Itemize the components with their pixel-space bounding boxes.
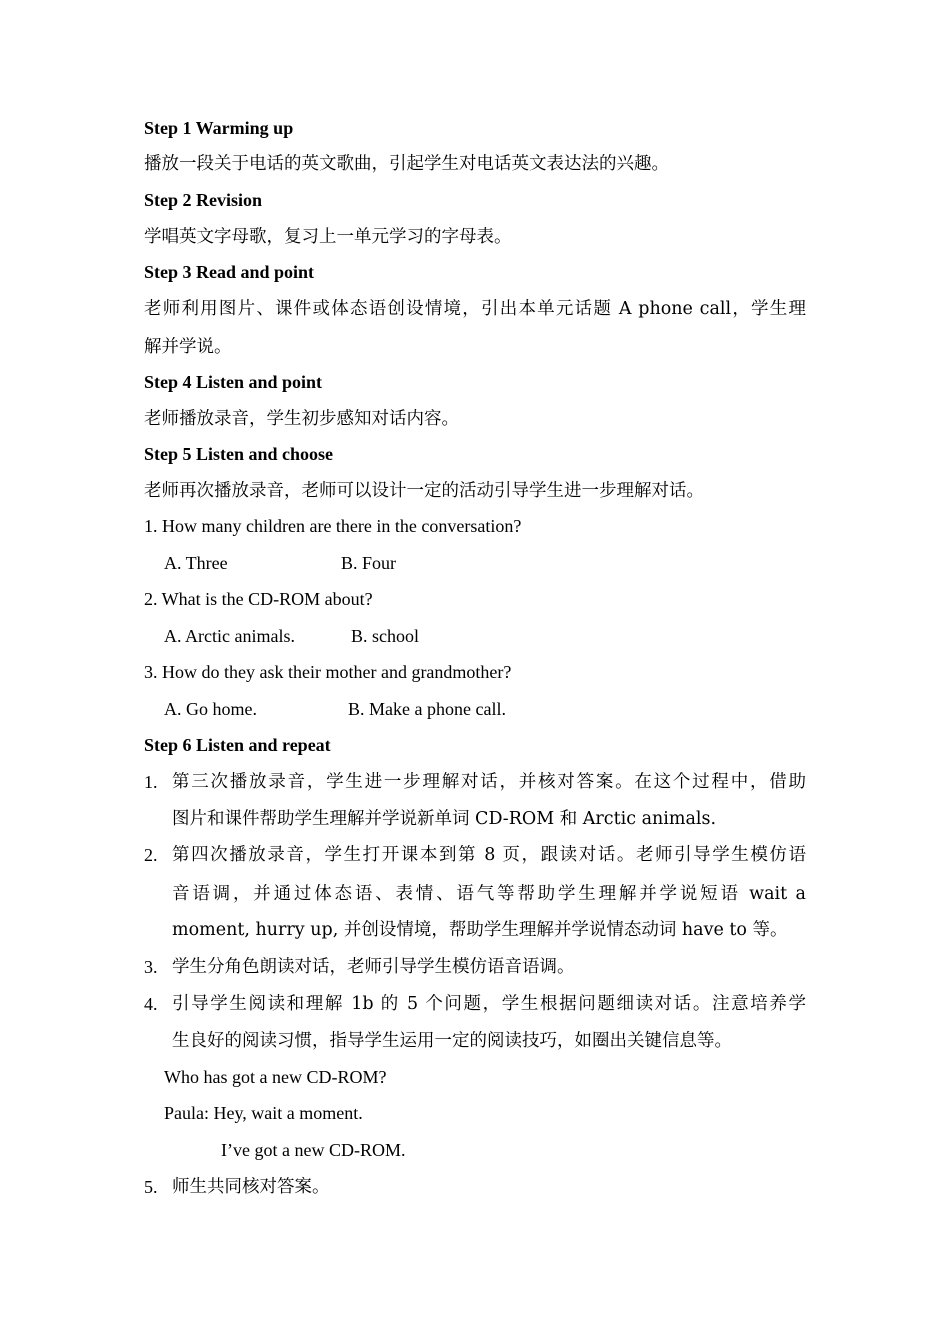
step6-item-5-number: 5.: [144, 1177, 158, 1197]
step6-item-2-line3: moment, hurry up, 并创设情境，帮助学生理解并学说情态动词 have to 等。: [172, 920, 788, 940]
step6-item-2-line1: 第四次播放录音，学生打开课本到第 8 页，跟读对话。老师引导学生模仿语: [172, 845, 806, 865]
step6-item-3-line1: 学生分角色朗读对话，老师引导学生模仿语音语调。: [172, 957, 575, 977]
question-1-option-a: A. Three: [164, 553, 228, 573]
step2-text: 学唱英文字母歌，复习上一单元学习的字母表。: [144, 227, 512, 247]
example-dialogue-line1: Paula: Hey, wait a moment.: [164, 1103, 363, 1123]
question-1: 1. How many children are there in the conversation?: [144, 516, 522, 536]
step4-heading: Step 4 Listen and point: [144, 372, 323, 392]
step6-item-4-line1: 引导学生阅读和理解 1b 的 5 个问题，学生根据问题细读对话。注意培养学: [172, 994, 806, 1014]
step1-heading: Step 1 Warming up: [144, 118, 294, 138]
question-1-option-b: B. Four: [341, 553, 397, 573]
step5-text: 老师再次播放录音，老师可以设计一定的活动引导学生进一步理解对话。: [144, 481, 704, 501]
example-question: Who has got a new CD-ROM?: [164, 1067, 387, 1087]
step6-item-4-number: 4.: [144, 994, 158, 1014]
step3-heading: Step 3 Read and point: [144, 262, 315, 282]
step6-item-4-line2: 生良好的阅读习惯，指导学生运用一定的阅读技巧，如圈出关键信息等。: [172, 1031, 732, 1051]
example-dialogue-line2: I’ve got a new CD-ROM.: [221, 1140, 406, 1160]
step6-item-3-number: 3.: [144, 957, 158, 977]
step4-text: 老师播放录音，学生初步感知对话内容。: [144, 409, 459, 429]
question-2: 2. What is the CD-ROM about?: [144, 589, 373, 609]
step6-item-1-line2: 图片和课件帮助学生理解并学说新单词 CD-ROM 和 Arctic animals.: [172, 809, 717, 829]
step6-item-5-line1: 师生共同核对答案。: [172, 1177, 330, 1197]
step5-heading: Step 5 Listen and choose: [144, 444, 334, 464]
step3-text-line2: 解并学说。: [144, 337, 232, 357]
step2-heading: Step 2 Revision: [144, 190, 263, 210]
step6-item-1-number: 1.: [144, 772, 158, 792]
question-3: 3. How do they ask their mother and grandmother?: [144, 662, 512, 682]
step1-text: 播放一段关于电话的英文歌曲，引起学生对电话英文表达法的兴趣。: [144, 154, 669, 174]
question-3-option-a: A. Go home.: [164, 699, 257, 719]
step6-heading: Step 6 Listen and repeat: [144, 735, 331, 755]
question-2-option-a: A. Arctic animals.: [164, 626, 295, 646]
question-2-option-b: B. school: [351, 626, 420, 646]
step6-item-1-line1: 第三次播放录音，学生进一步理解对话，并核对答案。在这个过程中，借助: [172, 772, 806, 792]
step6-item-2-line2: 音语调，并通过体态语、表情、语气等帮助学生理解并学说短语 wait a: [172, 884, 806, 904]
step6-item-2-number: 2.: [144, 845, 158, 865]
question-3-option-b: B. Make a phone call.: [348, 699, 506, 719]
step3-text-line1: 老师利用图片、课件或体态语创设情境，引出本单元话题 A phone call，学生理: [144, 299, 806, 319]
